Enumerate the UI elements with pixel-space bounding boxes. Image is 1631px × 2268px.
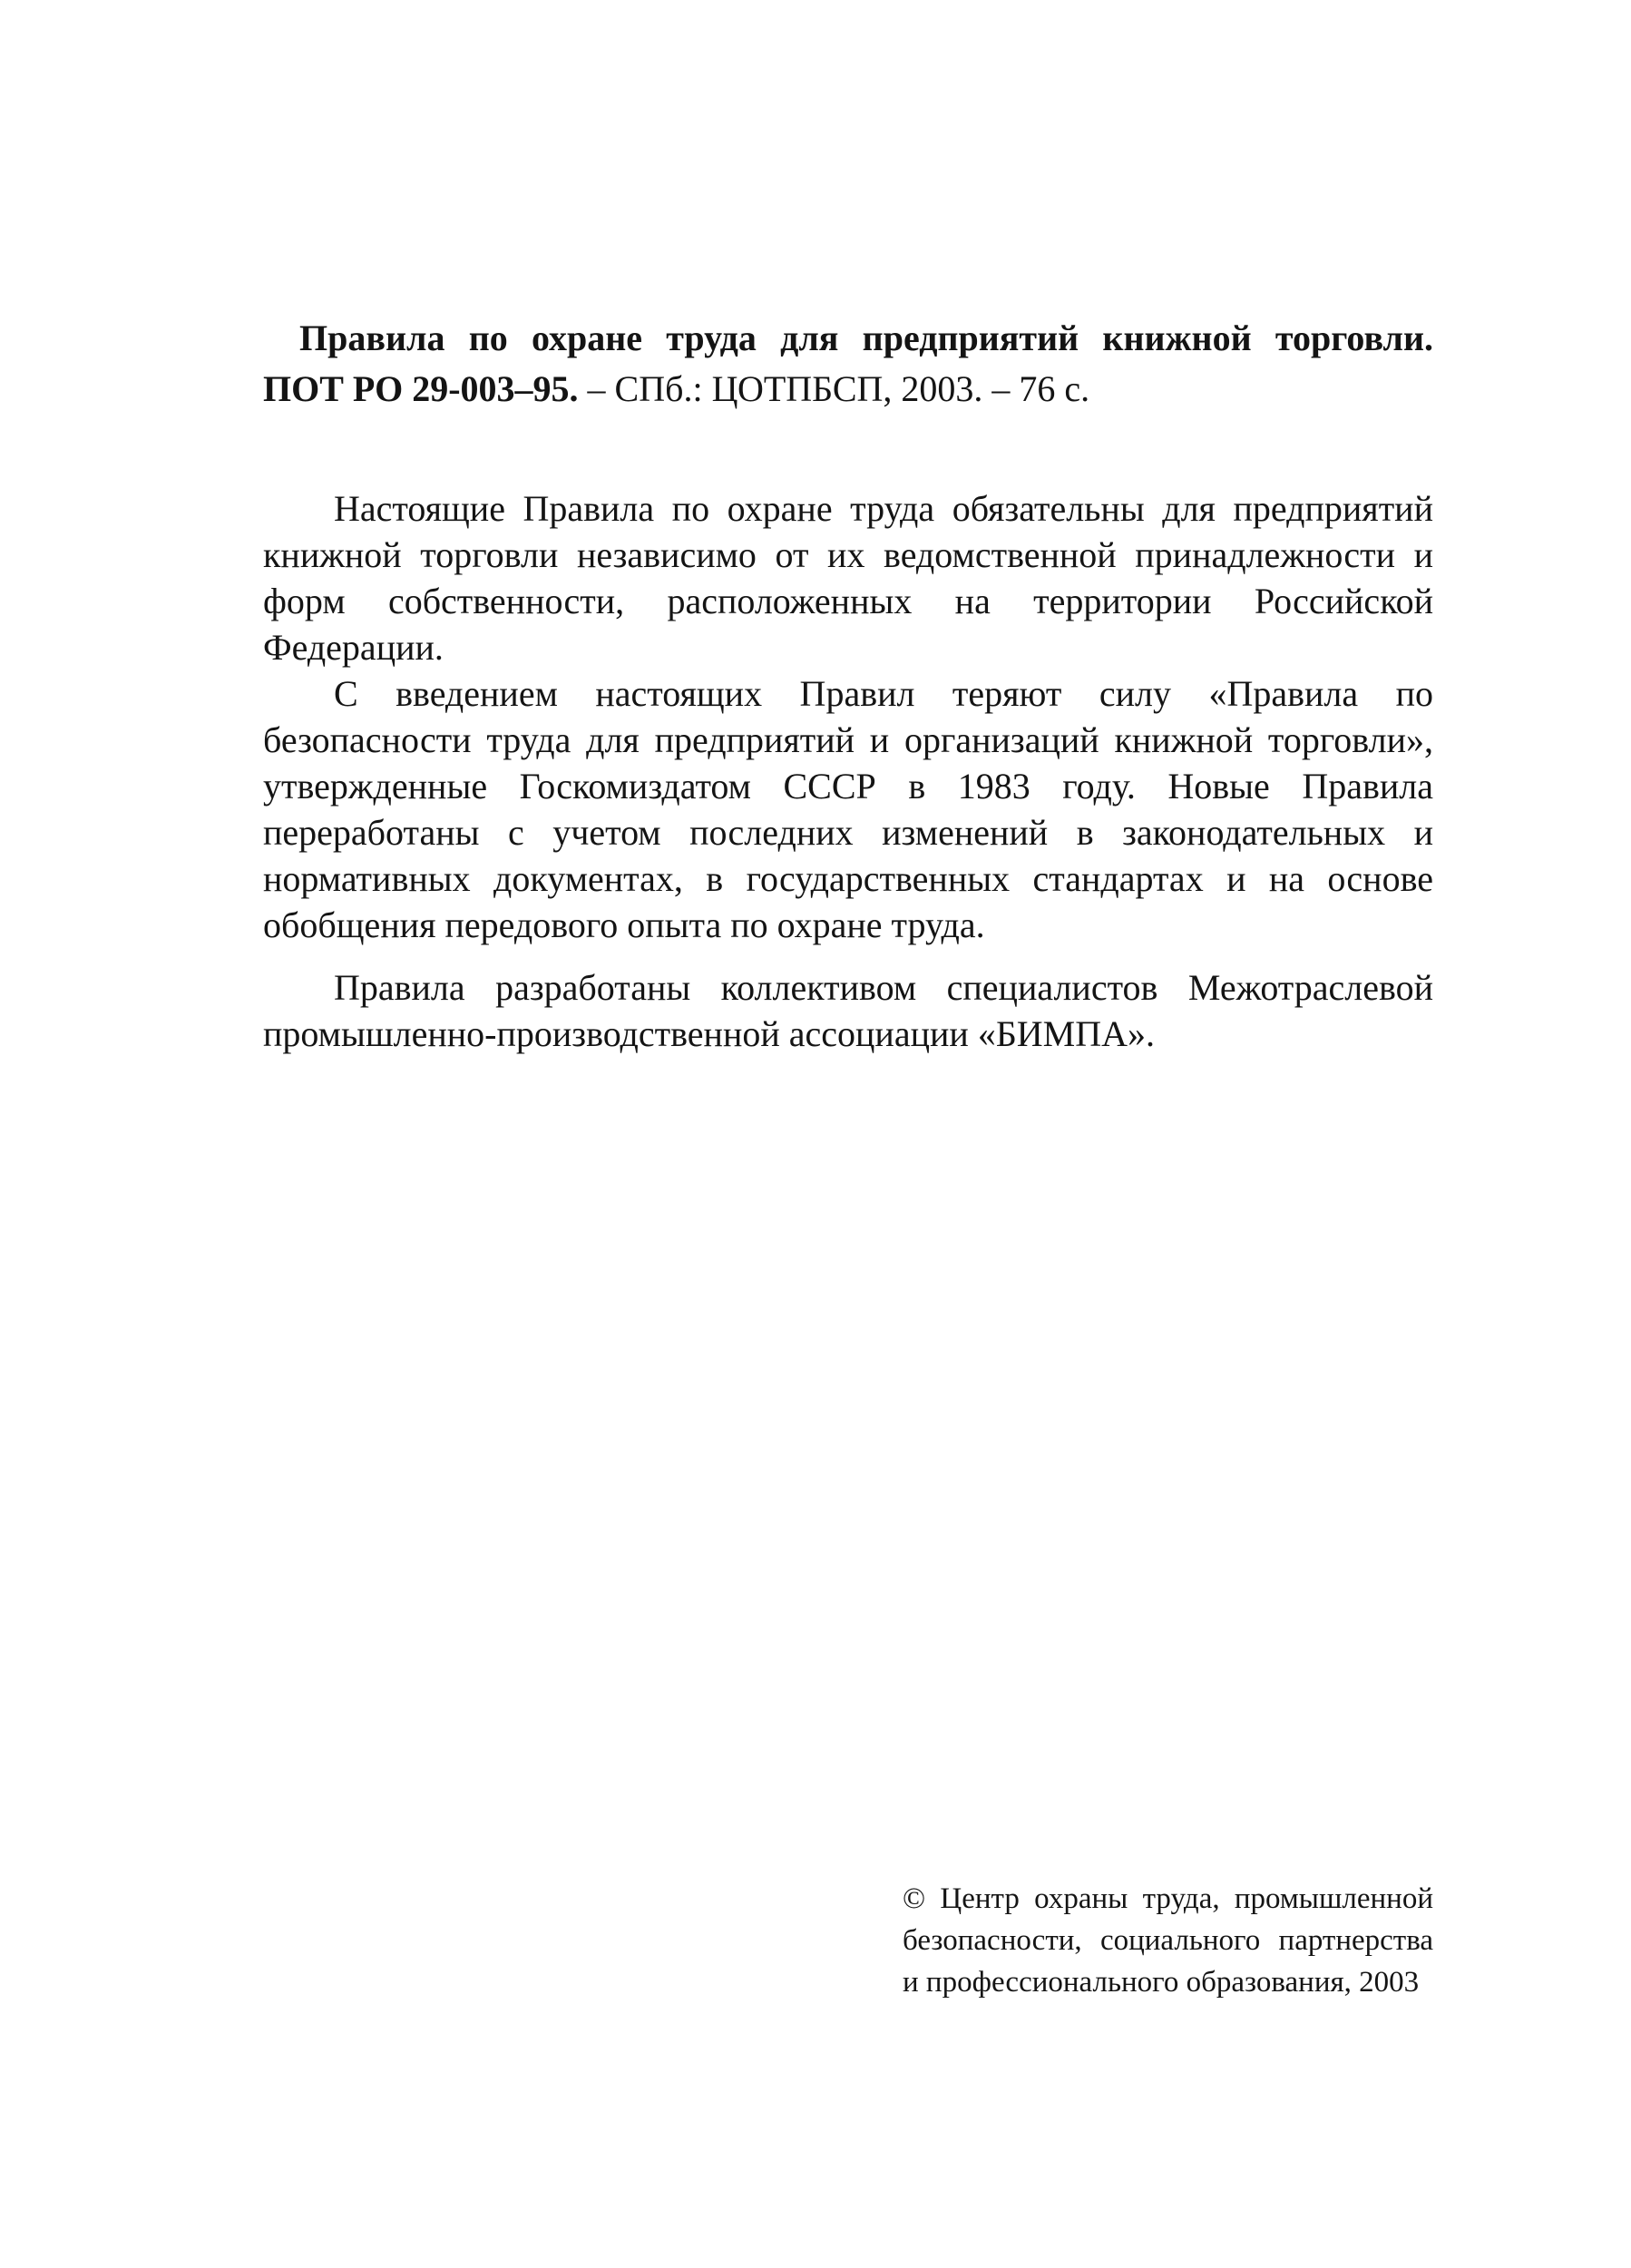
bibliographic-record <box>263 313 1433 415</box>
document-title: Правила по охране труда для предприятий книжной торговли. <box>299 318 1433 358</box>
document-imprint: – СПб.: ЦОТПБСП, 2003. – 76 с. <box>578 368 1090 409</box>
abstract-paragraph: Правила разработаны коллективом специалистов Межотраслевой промышленно-производственной ассоциации «БИМПА». <box>263 967 1433 1054</box>
copyright-notice <box>903 1878 1433 2003</box>
copyright-line: безопасности, социального партнерства <box>903 1924 1433 1957</box>
abstract-paragraph: Настоящие Правила по охране труда обязательны для предприятий книжной торговли независимо от их ведомственной принадлежности и форм собственности, расположенных на территории Российской Федерации. <box>263 488 1433 668</box>
abstract <box>263 485 1433 1057</box>
document-designation: ПОТ РО 29-003–95. <box>263 368 579 409</box>
document-imprint-line <box>263 364 1433 415</box>
copyright-line: и профессионального образования, 2003 <box>903 1966 1420 1999</box>
abstract-paragraph: С введением настоящих Правил теряют силу «Правила по безопасности труда для предприятий и организаций книжной торговли», утвержденные Госкомиздатом СССР в 1983 году. Новые Правила переработаны с учетом последних изменений в законодательных и нормативных документах, в государственных стандартах и на основе обобщения передового опыта по охране труда. <box>263 673 1433 945</box>
copyright-line: © Центр охраны труда, промышленной <box>903 1882 1433 1915</box>
